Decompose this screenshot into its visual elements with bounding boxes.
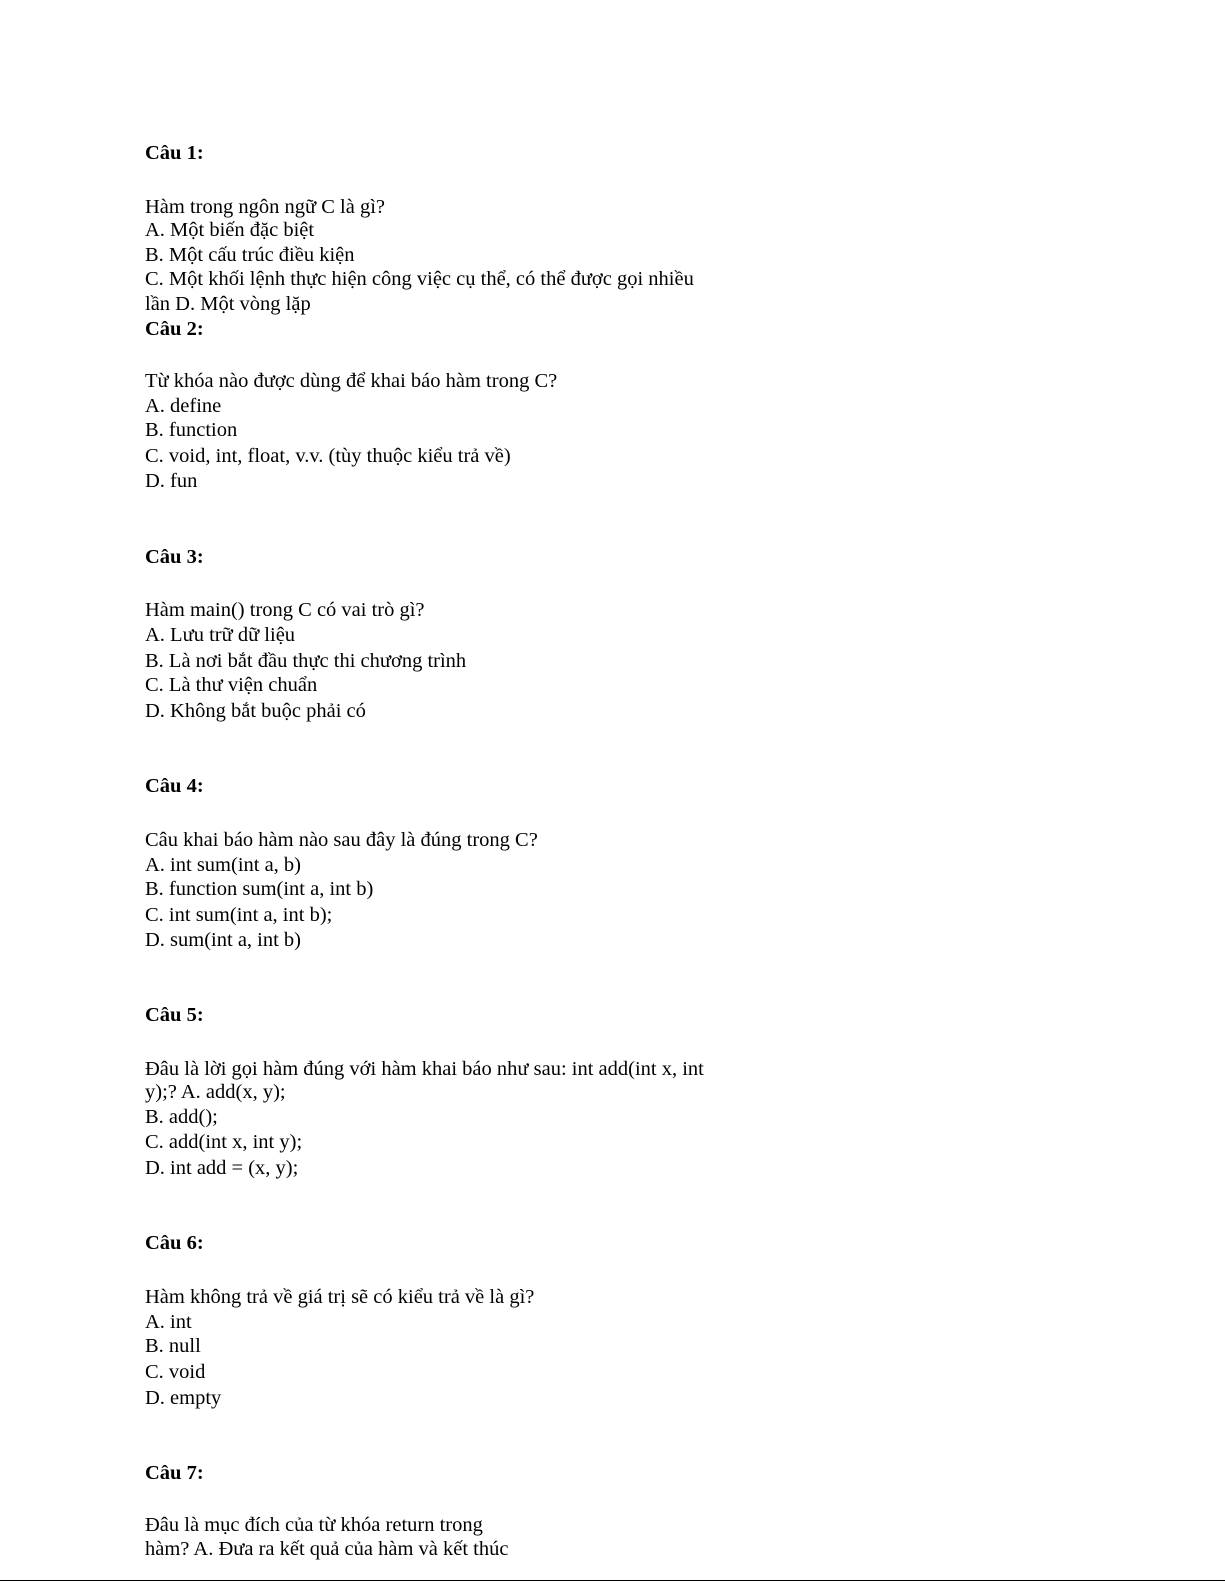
question-5-heading: Câu 5: xyxy=(145,1004,204,1026)
question-4-option-d: D. sum(int a, int b) xyxy=(145,929,302,951)
question-5-option-a: y);? A. add(x, y); xyxy=(145,1081,286,1103)
question-2-text: Từ khóa nào được dùng để khai báo hàm trong C? xyxy=(145,370,558,392)
question-5-option-c: C. add(int x, int y); xyxy=(145,1131,303,1153)
question-1-heading: Câu 1: xyxy=(145,142,204,164)
question-4-heading: Câu 4: xyxy=(145,775,204,797)
question-6-option-d: D. empty xyxy=(145,1387,222,1409)
question-1-option-b: B. Một cấu trúc điều kiện xyxy=(145,244,355,266)
question-6-option-c: C. void xyxy=(145,1361,206,1383)
question-3-text: Hàm main() trong C có vai trò gì? xyxy=(145,599,425,621)
question-1-text: Hàm trong ngôn ngữ C là gì? xyxy=(145,196,385,218)
question-5-option-d: D. int add = (x, y); xyxy=(145,1157,299,1179)
question-2-heading: Câu 2: xyxy=(145,318,204,340)
question-3-heading: Câu 3: xyxy=(145,546,204,568)
question-3-option-d: D. Không bắt buộc phải có xyxy=(145,700,366,722)
question-1-option-c: C. Một khối lệnh thực hiện công việc cụ thể, có thể được gọi nhiều xyxy=(145,268,694,290)
question-6-text: Hàm không trả về giá trị sẽ có kiểu trả về là gì? xyxy=(145,1286,535,1308)
question-4-text: Câu khai báo hàm nào sau đây là đúng trong C? xyxy=(145,829,538,851)
question-1-option-c-cont: lần D. Một vòng lặp xyxy=(145,293,311,315)
question-2-option-b: B. function xyxy=(145,419,238,441)
question-6-option-b: B. null xyxy=(145,1335,201,1357)
page-bottom-border xyxy=(0,1580,1225,1581)
question-7-text: Đâu là mục đích của từ khóa return trong xyxy=(145,1514,483,1536)
question-4-option-c: C. int sum(int a, int b); xyxy=(145,904,333,926)
question-2-option-a: A. define xyxy=(145,395,222,417)
question-3-option-b: B. Là nơi bắt đầu thực thi chương trình xyxy=(145,650,467,672)
question-6-heading: Câu 6: xyxy=(145,1232,204,1254)
question-4-option-a: A. int sum(int a, b) xyxy=(145,854,302,876)
question-2-option-c: C. void, int, float, v.v. (tùy thuộc kiểu trả về) xyxy=(145,445,511,467)
question-3-option-c: C. Là thư viện chuẩn xyxy=(145,674,318,696)
question-6-option-a: A. int xyxy=(145,1311,192,1333)
question-2-option-d: D. fun xyxy=(145,470,198,492)
question-5-text: Đâu là lời gọi hàm đúng với hàm khai báo như sau: int add(int x, int xyxy=(145,1058,704,1080)
question-7-option-a: hàm? A. Đưa ra kết quả của hàm và kết thúc xyxy=(145,1538,509,1560)
question-7-heading: Câu 7: xyxy=(145,1462,204,1484)
question-5-option-b: B. add(); xyxy=(145,1106,218,1128)
question-4-option-b: B. function sum(int a, int b) xyxy=(145,878,374,900)
question-1-option-a: A. Một biến đặc biệt xyxy=(145,219,315,241)
question-3-option-a: A. Lưu trữ dữ liệu xyxy=(145,624,296,646)
